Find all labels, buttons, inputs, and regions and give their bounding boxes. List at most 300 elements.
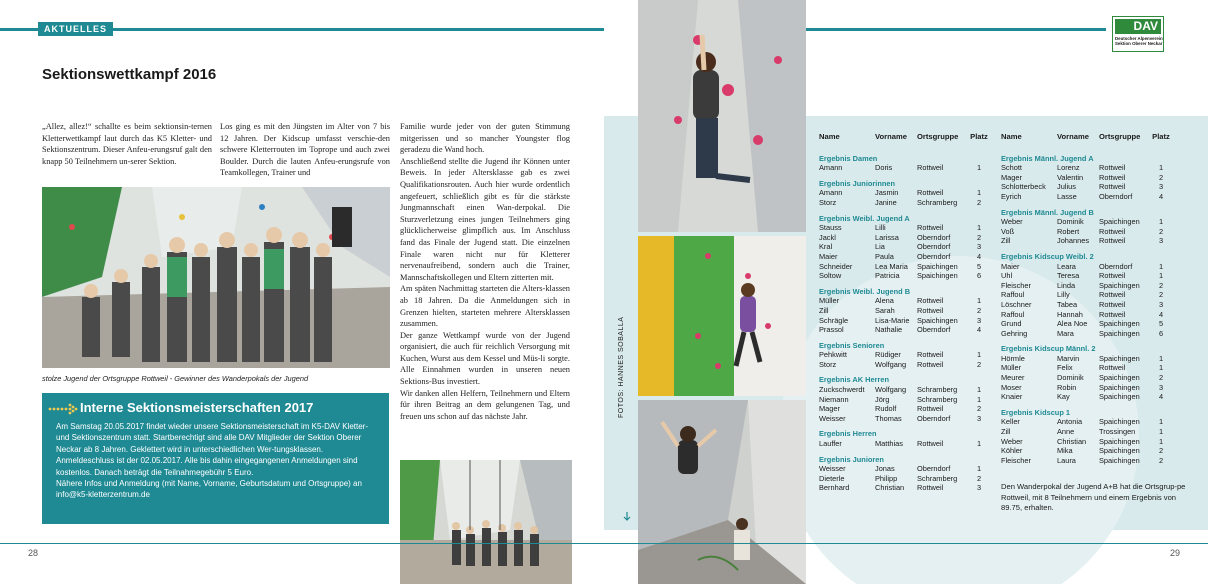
result-group-title: Ergebnis Kidscup Männl. 2 <box>1001 344 1096 354</box>
result-ortsgruppe: Schramberg <box>917 394 958 404</box>
header-rule-left <box>0 28 38 31</box>
result-vorname: Robert <box>1057 226 1080 236</box>
result-platz: 2 <box>976 232 982 242</box>
section-tag: AKTUELLES <box>38 22 113 36</box>
result-name: Zill <box>1001 427 1011 437</box>
result-vorname: Paula <box>875 251 894 261</box>
result-ortsgruppe: Spaichingen <box>1099 455 1140 465</box>
result-vorname: Christian <box>875 483 905 493</box>
result-row <box>819 163 989 173</box>
result-platz: 2 <box>976 359 982 369</box>
info-box-body <box>56 421 382 501</box>
results-header <box>1001 132 1171 142</box>
result-vorname: Alena <box>875 296 894 306</box>
result-platz: 3 <box>1158 382 1164 392</box>
result-name: Schott <box>1001 163 1022 173</box>
result-platz: 2 <box>976 305 982 315</box>
result-platz: 1 <box>976 394 982 404</box>
result-name: Eyrich <box>1001 191 1022 201</box>
result-group-title: Ergebnis Weibl. Jugend A <box>819 213 910 223</box>
result-ortsgruppe: Spaichingen <box>1099 373 1140 383</box>
result-platz: 4 <box>976 251 982 261</box>
result-group-title: Ergebnis Junioren <box>819 454 884 464</box>
result-ortsgruppe: Rottweil <box>1099 299 1126 309</box>
result-ortsgruppe: Rottweil <box>917 305 944 315</box>
result-platz: 1 <box>1158 353 1164 363</box>
result-ortsgruppe: Rottweil <box>1099 182 1126 192</box>
result-name: Gehring <box>1001 328 1028 338</box>
result-group-title: Ergebnis Damen <box>819 153 878 163</box>
result-platz: 2 <box>1158 373 1164 383</box>
result-row <box>1001 437 1171 447</box>
result-vorname: Philipp <box>875 473 898 483</box>
climber-photo-middle <box>638 236 806 396</box>
climber-photo-top <box>638 0 806 232</box>
result-platz: 1 <box>976 296 982 306</box>
result-platz: 2 <box>976 473 982 483</box>
result-row <box>819 414 989 424</box>
result-vorname: Larissa <box>875 232 899 242</box>
result-row <box>1001 173 1171 183</box>
result-vorname: Kay <box>1057 392 1070 402</box>
result-row <box>1001 192 1171 202</box>
photo-credit: FOTOS: HANNES SOBALLA <box>618 316 625 418</box>
result-platz: 4 <box>1158 191 1164 201</box>
result-vorname: Patricia <box>875 271 900 281</box>
result-row <box>819 198 989 208</box>
climber-photo-top-image <box>638 0 806 232</box>
climber-photo-bottom <box>638 400 806 584</box>
result-ortsgruppe: Spaichingen <box>1099 417 1140 427</box>
result-ortsgruppe: Rottweil <box>917 296 944 306</box>
result-name: Jackl <box>819 232 836 242</box>
result-name: Weber <box>1001 436 1023 446</box>
result-vorname: Anne <box>1057 427 1075 437</box>
result-name: Schrägle <box>819 315 849 325</box>
result-name: Uhl <box>1001 271 1013 281</box>
result-name: Müller <box>1001 363 1022 373</box>
result-vorname: Antonia <box>1057 417 1083 427</box>
result-ortsgruppe: Trossingen <box>1099 427 1136 437</box>
result-name: Amann <box>819 188 843 198</box>
result-group-title: Ergebnis AK Herren <box>819 375 889 385</box>
header-name: Name <box>819 132 840 141</box>
result-ortsgruppe: Spaichingen <box>1099 280 1140 290</box>
result-platz: 1 <box>1158 217 1164 227</box>
climber-photo-middle-image <box>638 236 806 396</box>
result-group-title: Ergebnis Kidscup Weibl. 2 <box>1001 251 1094 261</box>
result-ortsgruppe: Oberndorf <box>917 464 951 474</box>
result-platz: 3 <box>1158 236 1164 246</box>
result-vorname: Mara <box>1057 328 1074 338</box>
result-platz: 1 <box>1158 417 1164 427</box>
result-row <box>819 306 989 316</box>
result-row <box>819 483 989 493</box>
result-name: Raffoul <box>1001 290 1025 300</box>
result-platz: 2 <box>1158 455 1164 465</box>
result-name: Niemann <box>819 394 849 404</box>
result-platz: 1 <box>1158 427 1164 437</box>
result-vorname: Janine <box>875 197 897 207</box>
result-row <box>1001 271 1171 281</box>
result-vorname: Teresa <box>1057 271 1080 281</box>
result-ortsgruppe: Spaichingen <box>1099 392 1140 402</box>
result-name: Voß <box>1001 226 1015 236</box>
result-row <box>819 360 989 370</box>
result-row <box>1001 392 1171 402</box>
dav-logo <box>1112 16 1164 52</box>
result-ortsgruppe: Spaichingen <box>1099 436 1140 446</box>
result-name: Pehkwitt <box>819 350 847 360</box>
article-paragraph: Los ging es mit den Jüngsten im Alter von 7 bis 12 Jahren. Der Kidscup umfasst verschie-den schwere Kletterrouten im Toprope und auch zwei Boulder. Durch die lauten Anfeu-erungsrufe von Teamkollegen, Trainer und <box>220 122 390 178</box>
header-name: Name <box>1001 132 1022 141</box>
header-platz: Platz <box>970 132 988 141</box>
result-name: Keller <box>1001 417 1020 427</box>
result-group-title: Ergebnis Herren <box>819 429 877 439</box>
result-name: Grund <box>1001 319 1022 329</box>
result-row <box>1001 373 1171 383</box>
result-name: Fleischer <box>1001 455 1031 465</box>
dotted-arrow-icon <box>48 402 78 416</box>
result-group-title: Ergebnis Kidscup 1 <box>1001 407 1070 417</box>
result-row <box>1001 290 1171 300</box>
result-row <box>1001 281 1171 291</box>
result-ortsgruppe: Rottweil <box>917 483 944 493</box>
result-vorname: Leara <box>1057 261 1076 271</box>
result-ortsgruppe: Spaichingen <box>1099 328 1140 338</box>
result-name: Müller <box>819 296 840 306</box>
page-number-right: 29 <box>1169 548 1180 558</box>
result-name: Zuckschwerdt <box>819 385 865 395</box>
result-row <box>819 325 989 335</box>
header-rule-right <box>100 28 604 31</box>
result-platz: 1 <box>1158 163 1164 173</box>
arrow-icon <box>622 512 632 522</box>
result-ortsgruppe: Schramberg <box>917 473 958 483</box>
result-row <box>819 242 989 252</box>
gym-photo-image <box>400 460 572 584</box>
result-name: Moser <box>1001 382 1022 392</box>
result-platz: 2 <box>1158 290 1164 300</box>
result-platz: 4 <box>1158 309 1164 319</box>
result-row <box>1001 217 1171 227</box>
result-ortsgruppe: Oberndorf <box>917 325 951 335</box>
result-ortsgruppe: Spaichingen <box>1099 382 1140 392</box>
result-vorname: Sarah <box>875 305 895 315</box>
result-vorname: Jonas <box>875 464 895 474</box>
result-name: Stauss <box>819 223 842 233</box>
article-paragraph: Der ganze Wettkampf wurde von der Jugend organisiert, die auch für reichlich Versorgung mit Kuchen, Wurst aus dem Kessel und Müs-li sorgte. Alle Einnahmen wurden in unseren neuen Sektions-Bus investiert. <box>400 330 570 387</box>
header-rule-right-page <box>806 28 1106 31</box>
result-ortsgruppe: Rottweil <box>1099 271 1126 281</box>
result-ortsgruppe: Rottweil <box>1099 226 1126 236</box>
result-ortsgruppe: Rottweil <box>1099 236 1126 246</box>
result-name: Raffoul <box>1001 309 1025 319</box>
result-platz: 1 <box>1158 436 1164 446</box>
results-groups-left <box>819 154 989 493</box>
result-ortsgruppe: Rottweil <box>917 439 944 449</box>
result-row <box>1001 446 1171 456</box>
header-vorname: Vorname <box>875 132 907 141</box>
result-group-title: Ergebnis Männl. Jugend A <box>1001 153 1094 163</box>
result-vorname: Wolfgang <box>875 359 907 369</box>
info-paragraph: Am Samstag 20.05.2017 findet wieder unsere Sektionsmeisterschaft im K5-DAV Kletter- und Sektionszentrum statt. Startberechtigt sind alle DAV Mitglieder der Sektion Oberer Neckar ab 8 Jahren. Geklettert wird in unterschiedlichen Wer-tungsklassen. <box>56 422 368 454</box>
header-ortsgruppe: Ortsgruppe <box>1099 132 1141 141</box>
result-row <box>819 350 989 360</box>
result-platz: 1 <box>1158 261 1164 271</box>
result-ortsgruppe: Schramberg <box>917 385 958 395</box>
result-ortsgruppe: Spaichingen <box>1099 217 1140 227</box>
results-column-right <box>1001 132 1171 465</box>
dav-logo-mark: DAV <box>1115 19 1161 34</box>
result-platz: 2 <box>1158 172 1164 182</box>
result-platz: 3 <box>976 483 982 493</box>
result-row <box>1001 354 1171 364</box>
result-ortsgruppe: Oberndorf <box>917 251 951 261</box>
result-row <box>819 296 989 306</box>
result-platz: 6 <box>976 271 982 281</box>
result-group-title: Ergebnis Männl. Jugend B <box>1001 207 1094 217</box>
article-paragraph: Wir danken allen Helfern, Teilnehmern und Eltern für ihren Beitrag an dem gelungenen Tag, und freuen uns schon auf das nächste Jahr. <box>400 388 570 421</box>
result-vorname: Christian <box>1057 436 1087 446</box>
result-name: Meurer <box>1001 373 1025 383</box>
result-row <box>1001 310 1171 320</box>
summary-text: Den Wanderpokal der Jugend A+B hat die Ortsgrup-pe Rottweil, mit 8 Teilnehmern und einem Ergebnis von 89.75, erhalten. <box>1001 482 1186 513</box>
result-vorname: Tabea <box>1057 299 1078 309</box>
result-platz: 3 <box>976 413 982 423</box>
result-platz: 2 <box>1158 280 1164 290</box>
result-platz: 3 <box>976 315 982 325</box>
result-ortsgruppe: Spaichingen <box>1099 319 1140 329</box>
result-vorname: Robin <box>1057 382 1077 392</box>
result-platz: 1 <box>976 350 982 360</box>
result-name: Dieterle <box>819 473 845 483</box>
result-vorname: Laura <box>1057 455 1076 465</box>
result-row <box>819 271 989 281</box>
result-ortsgruppe: Oberndorf <box>917 232 951 242</box>
result-vorname: Lorenz <box>1057 163 1080 173</box>
results-column-left <box>819 132 989 493</box>
result-vorname: Jörg <box>875 394 890 404</box>
info-box <box>42 393 389 524</box>
result-platz: 3 <box>976 242 982 252</box>
footer-rule <box>0 543 604 544</box>
header-vorname: Vorname <box>1057 132 1089 141</box>
result-vorname: Johannes <box>1057 236 1090 246</box>
result-ortsgruppe: Rottweil <box>917 404 944 414</box>
result-platz: 2 <box>1158 226 1164 236</box>
result-platz: 1 <box>976 439 982 449</box>
result-vorname: Rüdiger <box>875 350 901 360</box>
result-vorname: Thomas <box>875 413 902 423</box>
result-row <box>1001 363 1171 373</box>
result-vorname: Doris <box>875 163 893 173</box>
result-name: Kral <box>819 242 833 252</box>
page-number-left: 28 <box>28 548 39 558</box>
result-name: Fleischer <box>1001 280 1031 290</box>
result-name: Zill <box>1001 236 1011 246</box>
result-name: Maier <box>819 251 838 261</box>
result-ortsgruppe: Rottweil <box>917 188 944 198</box>
result-name: Soltow <box>819 271 842 281</box>
result-vorname: Wolfgang <box>875 385 907 395</box>
result-vorname: Linda <box>1057 280 1076 290</box>
header-ortsgruppe: Ortsgruppe <box>917 132 959 141</box>
article-title: Sektionswettkampf 2016 <box>42 66 217 83</box>
result-ortsgruppe: Rottweil <box>1099 290 1126 300</box>
article-paragraph: Am späten Nachmittag starteten die Alters-klassen ab 18 Jahren. Da die Anmeldungen sich in Grenzen hielten, starteten mehrere Altersklassen zusammen. <box>400 284 570 329</box>
result-platz: 4 <box>976 325 982 335</box>
result-vorname: Rudolf <box>875 404 897 414</box>
result-vorname: Lia <box>875 242 885 252</box>
article-paragraph: Anschließend stellte die Jugend ihr Können unter Beweis. In jeder Altersklasse gab es zwei Qualifikationsrouten. Auch hier wurde ordentlich angefeuert, schließlich gibt es für die stärkste Jungmannschaft einen Wan-derpokal. Die Sturzverletzung eines jungen Teilnehmers ging glücklicherweise glimpflich aus. Im Anschluss fand das Finale der Jugend statt. Die einzelnen Finale waren nicht nur für Kletterer nervenaufreibend, sondern auch die Trainer, Mannschaftskollegen und Eltern zitterten mit. <box>400 156 570 282</box>
article-column-2 <box>220 121 390 179</box>
result-platz: 2 <box>1158 446 1164 456</box>
result-name: Knaier <box>1001 392 1023 402</box>
result-name: Löschner <box>1001 299 1032 309</box>
result-group-title: Ergebnis Juniorinnen <box>819 178 895 188</box>
result-name: Storz <box>819 359 837 369</box>
result-vorname: Dominik <box>1057 217 1084 227</box>
result-ortsgruppe: Rottweil <box>1099 309 1126 319</box>
right-page <box>604 0 1208 584</box>
result-platz: 3 <box>1158 182 1164 192</box>
result-vorname: Marvin <box>1057 353 1080 363</box>
gym-photo <box>400 460 572 584</box>
result-name: Zill <box>819 305 829 315</box>
result-platz: 3 <box>1158 299 1164 309</box>
result-platz: 2 <box>976 197 982 207</box>
results-groups-right <box>1001 154 1171 466</box>
result-row <box>1001 383 1171 393</box>
result-row <box>1001 182 1171 192</box>
result-platz: 6 <box>1158 328 1164 338</box>
result-row <box>1001 456 1171 466</box>
result-ortsgruppe: Schramberg <box>917 197 958 207</box>
result-name: Bernhard <box>819 483 850 493</box>
result-platz: 1 <box>1158 271 1164 281</box>
result-ortsgruppe: Rottweil <box>917 350 944 360</box>
result-platz: 2 <box>976 404 982 414</box>
result-row <box>819 223 989 233</box>
result-name: Storz <box>819 197 837 207</box>
result-vorname: Nathalie <box>875 325 903 335</box>
result-vorname: Lasse <box>1057 191 1077 201</box>
result-vorname: Dominik <box>1057 373 1084 383</box>
info-paragraph: Nähere Infos und Anmeldung (mit Name, Vorname, Geburtsdatum und Ortsgruppe) an info@k5-kletterzentrum.de <box>56 479 362 500</box>
result-vorname: Lilly <box>1057 290 1070 300</box>
result-vorname: Lilli <box>875 223 886 233</box>
result-ortsgruppe: Oberndorf <box>917 413 951 423</box>
result-ortsgruppe: Spaichingen <box>917 271 958 281</box>
result-row <box>1001 262 1171 272</box>
result-row <box>819 385 989 395</box>
result-group-title: Ergebnis Senioren <box>819 340 885 350</box>
results-header <box>819 132 989 142</box>
result-ortsgruppe: Oberndorf <box>1099 261 1133 271</box>
result-row <box>819 252 989 262</box>
result-vorname: Alea Noe <box>1057 319 1088 329</box>
result-row <box>819 188 989 198</box>
result-ortsgruppe: Oberndorf <box>1099 191 1133 201</box>
result-vorname: Jasmin <box>875 188 899 198</box>
result-platz: 1 <box>976 163 982 173</box>
result-ortsgruppe: Oberndorf <box>917 242 951 252</box>
article-column-1 <box>42 121 212 167</box>
result-vorname: Matthias <box>875 439 903 449</box>
result-row <box>1001 427 1171 437</box>
result-vorname: Valentin <box>1057 172 1084 182</box>
result-platz: 1 <box>976 223 982 233</box>
result-name: Lauffer <box>819 439 842 449</box>
result-vorname: Lisa-Marie <box>875 315 910 325</box>
article-paragraph: Familie wurde jeder von der guten Stimmung mitgerissen und so mancher Youngster flog geradezu die Wand hoch. <box>400 122 570 155</box>
result-platz: 5 <box>976 261 982 271</box>
result-name: Weisser <box>819 413 846 423</box>
result-name: Prassol <box>819 325 844 335</box>
result-ortsgruppe: Spaichingen <box>1099 446 1140 456</box>
article-paragraph: „Allez, allez!“ schallte es beim sektionsin-ternen Kletterwettkampf laut durch das K5 Kletter- und Sektionszentrum. Dieser Anfeu-erungsruf galt den knapp 50 Teilnehmern un-serer Sektion. <box>42 122 212 166</box>
result-name: Amann <box>819 163 843 173</box>
result-platz: 1 <box>976 464 982 474</box>
footer-rule <box>604 543 1208 544</box>
info-box-title: Interne Sektionsmeisterschaften 2017 <box>80 400 314 415</box>
result-platz: 1 <box>976 385 982 395</box>
result-name: Mager <box>1001 172 1022 182</box>
header-platz: Platz <box>1152 132 1170 141</box>
result-name: Maier <box>1001 261 1020 271</box>
result-vorname: Mika <box>1057 446 1073 456</box>
result-row <box>1001 227 1171 237</box>
result-row <box>1001 329 1171 339</box>
result-row <box>819 439 989 449</box>
result-row <box>819 464 989 474</box>
result-ortsgruppe: Rottweil <box>917 163 944 173</box>
result-group-title: Ergebnis Weibl. Jugend B <box>819 286 911 296</box>
result-ortsgruppe: Rottweil <box>1099 172 1126 182</box>
result-row <box>819 262 989 272</box>
result-ortsgruppe: Spaichingen <box>917 315 958 325</box>
result-name: Köhler <box>1001 446 1023 456</box>
result-row <box>819 233 989 243</box>
group-photo <box>42 187 390 368</box>
result-name: Weisser <box>819 464 846 474</box>
result-row <box>819 316 989 326</box>
result-row <box>1001 319 1171 329</box>
result-name: Schneider <box>819 261 853 271</box>
result-ortsgruppe: Spaichingen <box>1099 353 1140 363</box>
result-name: Hörmle <box>1001 353 1025 363</box>
info-paragraph: Anmeldeschluss ist der 02.05.2017. Alle bis dahin eingegangenen Anmeldungen sind kostenlos. Danach beträgt die Teilnahmegebühr 5 Euro. <box>56 456 358 477</box>
result-row <box>819 404 989 414</box>
result-ortsgruppe: Rottweil <box>1099 363 1126 373</box>
result-name: Schlotterbeck <box>1001 182 1046 192</box>
result-row <box>1001 163 1171 173</box>
result-row <box>819 474 989 484</box>
result-row <box>1001 417 1171 427</box>
photo-caption: stolze Jugend der Ortsgruppe Rottweil - Gewinner des Wanderpokals der Jugend <box>42 374 309 383</box>
result-vorname: Julius <box>1057 182 1076 192</box>
result-ortsgruppe: Rottweil <box>1099 163 1126 173</box>
result-platz: 4 <box>1158 392 1164 402</box>
result-name: Weber <box>1001 217 1023 227</box>
climber-photo-bottom-image <box>638 400 806 584</box>
result-vorname: Hannah <box>1057 309 1083 319</box>
article-column-3 <box>400 121 570 422</box>
result-platz: 5 <box>1158 319 1164 329</box>
result-row <box>819 395 989 405</box>
result-row <box>1001 236 1171 246</box>
